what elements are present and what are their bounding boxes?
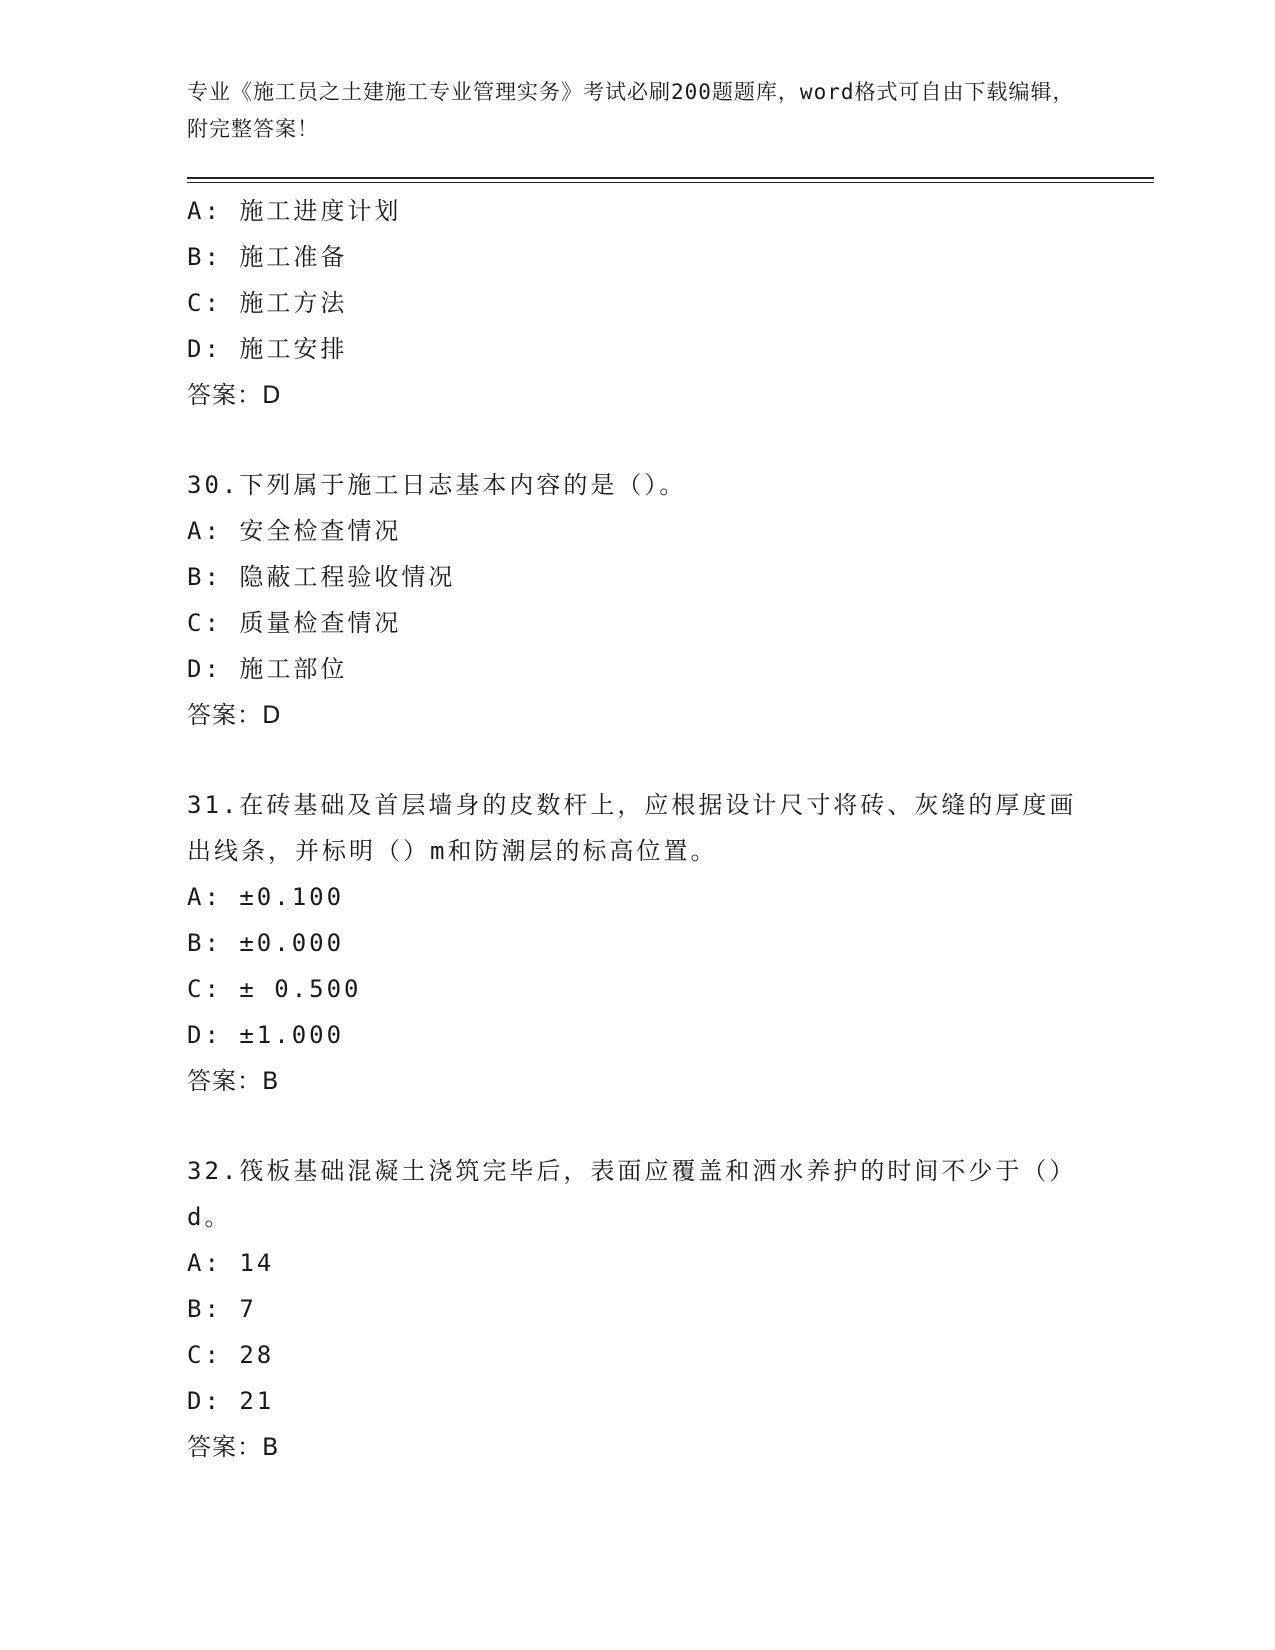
option-d: D: ±1.000 [187, 1021, 345, 1049]
question-block-prev [187, 188, 1087, 418]
option-b: B: 施工准备 [187, 243, 348, 271]
answer: 答案：D [187, 381, 282, 409]
question-block-31 [187, 782, 1087, 1104]
question-block-32 [187, 1148, 1087, 1470]
option-d: D: 21 [187, 1387, 275, 1415]
option-b: B: 7 [187, 1295, 257, 1323]
option-c: C: 28 [187, 1341, 275, 1369]
spacer [187, 418, 1087, 462]
option-b: B: ±0.000 [187, 929, 345, 957]
spacer [187, 738, 1087, 782]
option-d: D: 施工安排 [187, 335, 348, 363]
option-a: A: 安全检查情况 [187, 517, 402, 545]
option-c: C: 质量检查情况 [187, 609, 402, 637]
answer: 答案：B [187, 1433, 280, 1461]
question-list [187, 188, 1087, 1470]
option-c: C: ± 0.500 [187, 975, 362, 1003]
header-rule-thin [187, 182, 1154, 183]
spacer [187, 1104, 1087, 1148]
document-header: 专业《施工员之土建施工专业管理实务》考试必刷200题题库，word格式可自由下载编辑，附完整答案！ [187, 80, 1075, 141]
question-text: 31.在砖基础及首层墙身的皮数杆上，应根据设计尺寸将砖、灰缝的厚度画出线条，并标明（）m和防潮层的标高位置。 [187, 791, 1077, 865]
question-text: 30.下列属于施工日志基本内容的是（）。 [187, 471, 687, 499]
question-text: 32.筏板基础混凝土浇筑完毕后，表面应覆盖和洒水养护的时间不少于（）d。 [187, 1157, 1077, 1231]
header-rule-thick [187, 177, 1154, 179]
option-d: D: 施工部位 [187, 655, 348, 683]
option-c: C: 施工方法 [187, 289, 348, 317]
option-b: B: 隐蔽工程验收情况 [187, 563, 456, 591]
option-a: A: 14 [187, 1249, 275, 1277]
question-block-30 [187, 462, 1087, 738]
option-a: A: 施工进度计划 [187, 197, 402, 225]
answer: 答案：B [187, 1067, 280, 1095]
option-a: A: ±0.100 [187, 883, 345, 911]
answer: 答案：D [187, 701, 282, 729]
